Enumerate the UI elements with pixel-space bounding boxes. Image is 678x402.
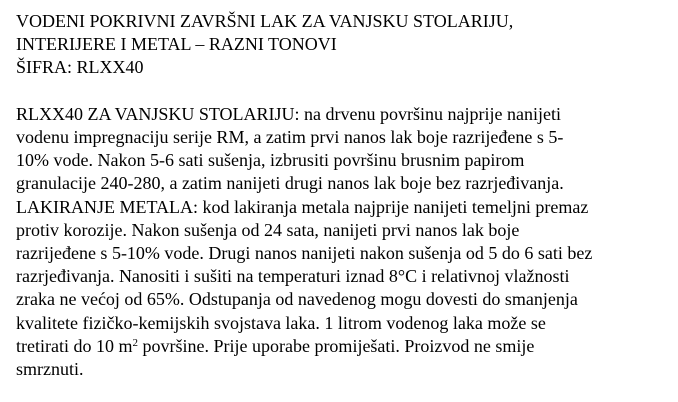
document — [16, 10, 666, 381]
product-title-line-1: VODENI POKRIVNI ZAVRŠNI LAK ZA VANJSKU STOLARIJU, — [16, 11, 514, 31]
text-line: 10% vode. Nakon 5-6 sati sušenja, izbrusiti površinu brusnim papirom — [16, 150, 525, 171]
product-heading — [16, 10, 666, 80]
text-segment: tretirati do 10 m — [16, 335, 133, 356]
text-line-last: smrznuti. — [16, 359, 84, 380]
instructions-paragraph — [16, 103, 666, 381]
text-line: LAKIRANJE METALA: kod lakiranja metala najprije nanijeti temeljni premaz — [16, 196, 589, 217]
text-line: granulacije 240-280, a zatim nanijeti drugi nanos lak boje bez razrjeđivanja. — [16, 173, 564, 194]
text-line: kvalitete fizičko-kemijskih svojstava laka. 1 litrom vodenog laka može se — [16, 312, 546, 333]
text-line-with-superscript — [16, 335, 666, 358]
text-line: zraka ne većoj od 65%. Odstupanja od navedenog mogu dovesti do smanjenja — [16, 289, 578, 310]
product-code-line: ŠIFRA: RLXX40 — [16, 57, 144, 78]
text-line: vodenu impregnaciju serije RM, a zatim prvi nanos lak boje razrijeđene s 5- — [16, 127, 564, 147]
text-segment: površine. Prije uporabe promiješati. Proizvod ne smije — [137, 335, 535, 356]
product-title-line-2: INTERIJERE I METAL – RAZNI TONOVI — [16, 34, 337, 55]
text-line: protiv korozije. Nakon sušenja od 24 sata, nanijeti prvi nanos lak boje — [16, 219, 520, 240]
text-line: RLXX40 ZA VANJSKU STOLARIJU: na drvenu površinu najprije nanijeti — [16, 103, 561, 124]
text-line: razrijeđene s 5-10% vode. Drugi nanos nanijeti nakon sušenja od 5 do 6 sati bez — [16, 243, 593, 264]
superscript-exponent: 2 — [132, 336, 138, 349]
paragraph-spacer — [16, 80, 666, 103]
text-line: razrjeđivanja. Nanositi i sušiti na temperaturi iznad 8°C i relativnoj vlažnosti — [16, 266, 570, 287]
